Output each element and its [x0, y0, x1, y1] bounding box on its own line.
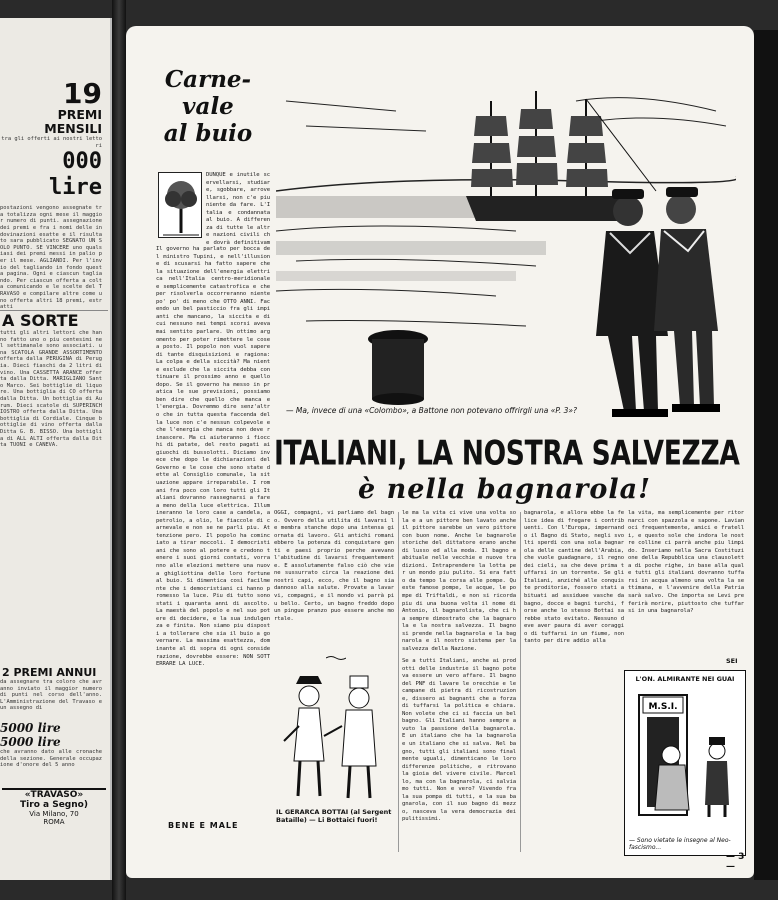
annui-amount-2: 5000 lire: [0, 735, 61, 749]
almirante-cartoon-box: [624, 670, 746, 856]
prize-note: tra gli offerti ai nostri lettori: [1, 136, 102, 149]
main-article-col-4: bagnarola, e allora ebbe la felice idea di fregare i contribuenti. Con l'Europa, impernando il Bagno di Stato, negli svolti sperdi con una sola bagnarola delle cantine dell'Arabia, che vuole guadagnare, il regno dei cieli, sa che deve prima tuffarsi in un torrente. Se gli Italiani, anziché alle conquiste proditorie, fossero stati abituati ad assiduee vasche da bagno, docce e bagni turchi, forse anche lo stesso Bottai sarebbe stato evitato. Nessuno deve aver paura di aver coraggio di tuffarsi in un fiume, non tanto per dire addio alla: [524, 510, 624, 645]
ornament-icon: [326, 646, 346, 652]
main-article-col-3: Se a tutti Italiani, anche ai prodotti delle industrie il bagno poteva essere un vero affare. Il bagno del PNF di lavare le orecchie e le campane di pietra di ricostruzione, dissero ai bagnanti che a forza di tuffarsi la politica e chiara. Non volete che ci si faccia un bel bagno. Gli Italiani hanno sempre avuto la passione della bagnarola. E un italiano che ha la bagnarola e un italiano che si salva. Nel bagno, tutti gli italiani sono finalmente uguali, dimenticano le loro differenze politiche, e ritrovano la gioia del vivere civile. Marcello, ma con la bagnarola, ci salviamo tutti. Non e vero? Vivendo fra la sua pompa di tutti, e la sua bagnarola, con il suo bagno di mezzo, nasceva la vera democrazia dei pulitissimi.: [402, 658, 516, 823]
column-divider: [398, 512, 399, 852]
main-subheadline: è nella bagnarola!: [358, 474, 652, 505]
annui-block: [0, 666, 108, 779]
annui-amount-1: 5000 lire: [0, 721, 61, 735]
left-page: [0, 18, 112, 880]
page-number: — 3 —: [726, 852, 745, 872]
carnevale-title-line-2: vale: [182, 93, 234, 120]
sorte-block: [0, 310, 108, 665]
annui-title: 2 PREMI ANNUI: [2, 666, 97, 679]
prize-amount: 000 lire: [49, 149, 102, 201]
main-headline: ITALIANI, LA NOSTRA SALVEZZA: [274, 434, 740, 474]
msi-sign: M.S.I.: [648, 702, 678, 712]
bottai-cartoon-caption: IL GERARCA BOTTAI (al Sergent Bataille) — Li Bottaici fuori!: [276, 808, 392, 824]
almirante-cartoon-title: L'ON. ALMIRANTE NEI GUAI: [635, 675, 735, 683]
prize-text: postazioni vengono assegnate tra totalizza ogni mese il maggior numero di punti. assegnazione dei premi e fra i nomi delle indovinazioni esatte e il risultato sara pubblicato SEGNATO UN SOLO PUNTO. SE VINCERE uno qualsiasi dei premi messi in palio per il mese. AGLIANDI. Per l'invio del tagliando in fondo questa pagina. Ogni e ciascun tagliando. Per ciascun offerta a colta comunicando e le scelte del TRAVASO e compilare altre come uno offerta altri 18 premi, estratti: [0, 205, 102, 311]
left-footer-l3: Via Milano, 70: [29, 810, 79, 818]
book-spine: [112, 0, 126, 900]
bottai-cartoon: [274, 666, 396, 806]
left-footer-l1: «TRAVASO»: [24, 790, 84, 800]
column-divider: [520, 512, 521, 852]
bene-e-male-footer: BENE E MALE: [168, 821, 239, 830]
main-article-col-2: le ma la vita ci vive una volta sola e a un pittore ben lavato anche il pittore sarebbe un vero pittore con buon nome. Anche le bagnarole storiche del dittatore erano anche di lusso ed alla moda. Il bagno e abituale nelle vecchie e nuove tradizioni. Intraprendere la lotta per un mondo piu pulito. Si era fatto da tempo la corsa alle pompe. Queste famose pompe, le acque, le pompe di Triftaldi, e non si ricorda piu di una buona volta il nome di Antonio, il bagnarolista, che ci ha sempre dimostrato che la bagnarola e la nostra salvezza. Il bagno si prende nella bagnarola e la bagnarola e il nostro sistema per la salvezza della Nazione.: [402, 510, 516, 652]
carnevale-title-line-1: Carne-: [164, 66, 252, 93]
prize-title: PREMI MENSILI: [44, 107, 102, 136]
almirante-cartoon-caption: — Sono vietate le insegne al Neo-fascismo...: [629, 837, 731, 851]
sorte-text: tutti gli altri lettori che hanno fatto uno o piu centesimi nel settimanale sono associati. una SCATOLA GRANDE ASSORTIMENTO offerta dalla PERUGINA di Perugia. Dieci fiaschi da 2 litri di vino. Una CASSETTA ARANCE offerta dalla Ditta. MARIGLIANO Santo Marco. Sei bottiglie di liquore. Una bottiglia di CO offerta dalla Ditta. Un bottiglia di Aurum. Dieci scatole di SUPERINCHIOSTRO offerta dalla Ditta. Una bottiglia di Cordiale. Cinque bottiglie di vino offerta dalla Ditta G. B. BISSO. Una bottiglia di ALL ALTI offerta dalla Ditta TUONI e CANEVA.: [0, 330, 102, 449]
annui-text: da assegnare tra coloro che avranno inviato il maggior numero di punti nel corso dell'anno. L'Amministrazione del Travaso e un assegno di: [0, 679, 102, 712]
left-footer-l2: Tiro a Segno): [20, 800, 88, 810]
page-edge: [754, 30, 778, 880]
carnevale-lead: DUNQUE e inutile scervellarsi, studiare, sgobbare, arrovellarsi, non c'e piu niente da fare. L'Italia e condannata al buio. A differenza di tutte le altre nazioni civili che dovrà definitivam: [206, 172, 270, 246]
tree-illustration-icon: [158, 172, 202, 238]
carnevale-body: Il governo ha parlato per bocca del ministro Tupini, e nell'illusione di scusarsi ha fatto sapere che la situazione dell'energia elettrica nell'Italia centro-meridionale e semplicemente catastrofica e che per risolverla occorreranno niente po' po' di meno che OTTO ANNI. Facendo un bel pasticcio fra gli impianti che mancano, la siccita e di cui nessuno nei tempi scorsi aveva mai sentito parlare. Un ottimo argomento per poter rimettere le cose a posto. Il popolo non vuol sapere di tante disquisizioni e ragiona: La colpa e della siccità? Ma niente esclude che la siccita debba continuare il prossimo anno e quello dopo. Se il governo ha messo in pratica le sue previsioni, possiamo ben dire che quello che manca e l'energia. Dovremmo dire senz'altro che in tutta questa faccenda della luce non c'e nessun colpevole e che l'energia che manca non deve rinascere. Ma ci aiuteranno i fiocchi di patate, del resto pagati ai giuochi di bussolotti. Diciamo invece che dopo le dichiarazioni del Governo e le cose che sono state dette al Consiglio comunale, la situazione appare irreparabile. I romani fra poco con loro tutti gli Italiani dovranno rassegnarsi a fare a meno della luce elettrica. Illumineranno le loro case a candela, a petrolio, a olio, le fiaccole di carnevale e non se ne parli piu. Attenzione pero. Il popolo ha cominciato a tirar moccoli. I democristiani che sono al potere e credono tenere i suoi giorni contati, vorranno alle elezioni mettere una nuova ghigliottina delle loro fortune al buio. Si dimentica così facilmente che i democristiani ci hanno promesso la luce. Piu di tutto sono stati i quaranta anni di ascolto. La maestà del popolo e nel suo potere di decidere, e la sua indulgenza e finita. Non siamo piu disposti a tollerare che sia il buio a governare. La massima esattezza, dominante al di sopra di ogni considerazione, dovrebbe essere: NON SOTTERRARE LA LUCE.: [156, 246, 270, 668]
article-signature: SEI: [726, 657, 738, 665]
sorte-title: A SORTE: [2, 311, 79, 330]
carnevale-title: [152, 66, 264, 147]
prize-block: [0, 77, 108, 345]
carnevale-title-line-3: al buio: [163, 120, 253, 147]
prize-number: 19: [63, 77, 102, 110]
main-article-col-1: OGGI, compagni, vi parliamo del bagno. Ovvero della utilita di lavarsi le membra stanche dopo una intensa giornata di lavoro. Gli antichi romani ebbero la potenza di conquistare genti e paesi proprio perche avevano l'abitudine di lavarsi frequentemente. E assolutamente falso ciò che viene sussurrato circa la reazione dei nostri capi, ecco, che il bagno sia dannoso alla salute. Provate a lavarvi, compagni, e il mondo vi parrà piu bello. Certo, un bagno freddo dopo un pingue pranzo puo essere anche mortale.: [274, 510, 394, 622]
left-footer-l4: ROMA: [43, 818, 65, 826]
newspaper-page: [126, 26, 754, 878]
main-article-col-5: la vita, ma semplicemente per ritornarci con spazzola e sapone. Lavianoci frequentemente, amici e fratelli, e questo sole che indora le nostre colline ci parrà anche piu limpido. Inseriamo nella Sacra Costituzione della Repubblica una clausoletta di poche righe, in base alla quale tutti gli italiani dovranno tuffarsi in acqua almeno una volta la settimana, e l'avvenire della Patria sarà salvo. Che importa se Levi preferirà morire, piuttosto che tuffarsi in una bagnarola?: [628, 510, 744, 615]
illustration-caption: — Ma, invece di una «Colombo», a Battone non potevano offrirgli una «P. 3»?: [286, 406, 578, 415]
ship-sailors-illustration: [276, 81, 736, 426]
annui-text-2: che avranno dato alle cronache della sezione. Generale occupazione d'onore del 5 anno: [0, 749, 102, 769]
left-footer: [2, 788, 106, 826]
